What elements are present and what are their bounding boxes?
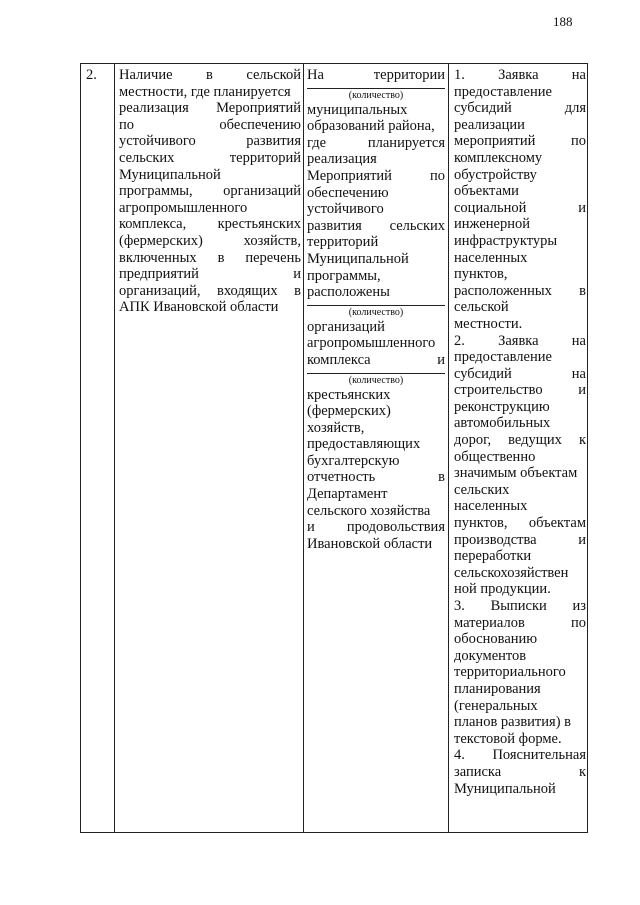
word: сельскохозяйствен <box>454 564 569 581</box>
document-text-line <box>454 432 586 449</box>
word: входящих <box>217 282 278 299</box>
document-text-line <box>454 283 586 300</box>
spec-text-line <box>307 67 445 84</box>
word: материалов <box>454 614 525 631</box>
word: производства <box>454 531 537 548</box>
word: предприятий <box>119 266 199 283</box>
word: реализации <box>454 116 525 133</box>
document-text-line <box>454 581 586 598</box>
word: сельской <box>246 67 301 83</box>
blank-caption: (количество) <box>348 306 404 318</box>
word: и <box>293 266 301 283</box>
word: обустройству <box>454 166 537 183</box>
word: 4. <box>454 747 465 764</box>
criterion-text-line <box>119 117 301 134</box>
word: обеспечению <box>219 116 301 133</box>
word: крестьянских <box>217 216 301 233</box>
document-text-line <box>454 532 586 549</box>
word: мероприятий <box>454 133 536 150</box>
document-text-line <box>454 150 586 167</box>
document-text-line <box>454 200 586 217</box>
word: предоставляющих <box>307 436 421 453</box>
word: в <box>206 67 213 83</box>
document-text-line <box>454 117 586 134</box>
word: к <box>578 763 586 780</box>
spec-text-line <box>307 387 445 404</box>
word: местности, где планируется <box>119 83 291 100</box>
word: пунктов, <box>454 266 508 283</box>
document-text-line <box>454 482 586 499</box>
word: социальной <box>454 199 527 216</box>
word: территорий <box>229 149 301 166</box>
document-text-line <box>454 349 586 366</box>
spec-part-organizations <box>307 319 445 369</box>
word: по <box>429 167 445 184</box>
word: Ивановской области <box>307 535 433 552</box>
word: обоснованию <box>454 631 538 648</box>
word: крестьянских <box>307 386 391 403</box>
word: На <box>307 67 324 83</box>
criterion-text-line <box>119 250 301 267</box>
word: территорий <box>307 234 379 251</box>
word: в <box>579 282 586 299</box>
criterion-text-line <box>119 84 301 101</box>
document-text-line <box>454 67 586 84</box>
word: (генеральных <box>454 697 538 714</box>
word: 3. <box>454 598 465 614</box>
page-number: 188 <box>553 14 573 29</box>
word: территории <box>373 67 445 83</box>
document-text-line <box>454 250 586 267</box>
word: развития <box>246 133 301 150</box>
spec-text-line <box>307 469 445 486</box>
document-text-line <box>454 498 586 515</box>
word: в <box>438 469 445 486</box>
word: Муниципальной <box>454 780 556 797</box>
document-text-line <box>454 183 586 200</box>
document-text-line <box>454 565 586 582</box>
word: муниципальных <box>307 101 408 118</box>
word: дорог, <box>454 432 492 449</box>
word: в <box>217 249 225 266</box>
spec-text-line <box>307 284 445 301</box>
required-documents-cell <box>454 67 586 797</box>
criterion-text-line <box>119 283 301 300</box>
spec-text-line <box>307 185 445 202</box>
word: записка <box>454 763 502 780</box>
document-text-line <box>454 133 586 150</box>
document-text-line <box>454 216 586 233</box>
document-text-line <box>454 515 586 532</box>
word: комплекса, <box>119 216 187 233</box>
word: для <box>564 100 586 117</box>
document-text-line <box>454 648 586 665</box>
word: (фермерских) <box>307 403 391 420</box>
column-divider <box>303 64 304 832</box>
criterion-text-line <box>119 266 301 283</box>
document-text-line <box>454 100 586 117</box>
word: комплекса <box>307 351 371 368</box>
word: по <box>570 614 586 631</box>
word: 2. <box>454 332 465 349</box>
criterion-text-line <box>119 67 301 84</box>
word: Департамент <box>307 486 388 503</box>
word: субсидий <box>454 365 512 382</box>
word: Муниципальной <box>307 250 409 267</box>
word: текстовой форме. <box>454 730 562 747</box>
document-text-line <box>454 764 586 781</box>
word: устойчивого <box>119 133 196 150</box>
document-spec-cell <box>307 67 445 552</box>
word: программы, <box>119 183 193 200</box>
word: 1. <box>454 67 465 83</box>
word: реализация <box>119 100 189 117</box>
spec-text-line <box>307 268 445 285</box>
requirements-table <box>80 63 588 833</box>
word: Заявка <box>498 67 539 83</box>
word: на <box>571 365 586 382</box>
word: организаций <box>307 318 385 335</box>
word: Мероприятий <box>216 100 301 117</box>
word: хозяйств, <box>307 419 365 436</box>
word: из <box>572 598 586 614</box>
spec-intro-line <box>307 67 445 84</box>
criterion-text-line <box>119 133 301 150</box>
word: отчетность <box>307 469 376 486</box>
word: инфраструктуры <box>454 232 558 249</box>
word: сельской <box>454 299 509 316</box>
spec-text-line <box>307 453 445 470</box>
word: автомобильных <box>454 415 551 432</box>
word: и <box>578 382 586 399</box>
word: (фермерских) <box>119 232 203 249</box>
document-text-line <box>454 266 586 283</box>
spec-text-line <box>307 234 445 251</box>
word: АПК Ивановской области <box>119 299 279 316</box>
word: организаций, <box>119 282 201 299</box>
spec-text-line <box>307 218 445 235</box>
word: продовольствия <box>346 519 445 536</box>
spec-text-line <box>307 201 445 218</box>
word: сельских <box>454 481 510 498</box>
spec-part-municipalities <box>307 102 445 301</box>
word: планирования <box>454 680 541 697</box>
word: населенных <box>454 249 528 266</box>
word: инженерной <box>454 216 530 233</box>
spec-text-line <box>307 503 445 520</box>
document-text-line <box>454 664 586 681</box>
word: сельского хозяйства <box>307 502 431 519</box>
document-text-line <box>454 548 586 565</box>
document-text-line <box>454 299 586 316</box>
word: программы, <box>307 267 381 284</box>
criterion-text-line <box>119 167 301 184</box>
word: обеспечению <box>307 184 389 201</box>
word: Наличие <box>119 67 173 83</box>
document-text-line <box>454 598 586 615</box>
word: сельских <box>389 217 445 234</box>
document-text-line <box>454 631 586 648</box>
word: где <box>307 134 327 151</box>
criterion-text-line <box>119 200 301 217</box>
fill-in-blank-line <box>307 373 445 374</box>
word: территориального <box>454 664 566 681</box>
fill-in-blank-line <box>307 305 445 306</box>
word: к <box>578 432 586 449</box>
word: субсидий <box>454 100 512 117</box>
spec-text-line <box>307 536 445 553</box>
word: Мероприятий <box>307 167 392 184</box>
document-text-line <box>454 731 586 748</box>
word: ведущих <box>508 432 562 449</box>
word: агропромышленного <box>307 335 436 352</box>
word: образований района, <box>307 118 435 135</box>
spec-text-line <box>307 168 445 185</box>
word: по <box>570 133 586 150</box>
word: перечень <box>245 249 301 266</box>
word: пунктов, <box>454 515 508 532</box>
criterion-cell <box>119 67 301 316</box>
column-divider <box>114 64 115 832</box>
word: местности. <box>454 315 523 332</box>
word: организаций <box>223 183 301 200</box>
word: предоставление <box>454 349 552 366</box>
criterion-text-line <box>119 216 301 233</box>
word: включенных <box>119 249 197 266</box>
document-text-line <box>454 84 586 101</box>
word: бухгалтерскую <box>307 452 400 469</box>
document-text-line <box>454 781 586 798</box>
word: и <box>437 351 445 368</box>
spec-text-line <box>307 319 445 336</box>
word: реконструкцию <box>454 398 550 415</box>
spec-text-line <box>307 135 445 152</box>
word: на <box>571 332 586 349</box>
document-text-line <box>454 681 586 698</box>
criterion-text-line <box>119 150 301 167</box>
document-text-line <box>454 333 586 350</box>
word: устойчивого <box>307 201 384 218</box>
document-text-line <box>454 747 586 764</box>
word: переработки <box>454 548 532 565</box>
spec-text-line <box>307 436 445 453</box>
spec-text-line <box>307 151 445 168</box>
document-text-line <box>454 167 586 184</box>
document-text-line <box>454 714 586 731</box>
document-text-line <box>454 233 586 250</box>
word: расположенных <box>454 282 552 299</box>
word: объектам <box>528 515 586 532</box>
word: в <box>294 282 301 299</box>
word: агропромышленного <box>119 199 248 216</box>
word: планов развития) в <box>454 714 571 731</box>
word: и <box>307 519 315 536</box>
word: развития <box>307 217 362 234</box>
word: расположены <box>307 284 390 301</box>
document-text-line <box>454 698 586 715</box>
document-text-line <box>454 449 586 466</box>
word: населенных <box>454 498 528 515</box>
word: на <box>571 67 586 83</box>
spec-text-line <box>307 352 445 369</box>
word: ной продукции. <box>454 581 551 598</box>
word: планируется <box>367 134 445 151</box>
spec-text-line <box>307 118 445 135</box>
spec-text-line <box>307 403 445 420</box>
word: объектами <box>454 183 519 200</box>
word: строительство <box>454 382 543 399</box>
spec-text-line <box>307 102 445 119</box>
word: значимым объектам <box>454 465 578 482</box>
word: и <box>578 531 586 548</box>
word: сельских <box>119 149 175 166</box>
document-text-line <box>454 382 586 399</box>
criterion-text-line <box>119 299 301 316</box>
row-number: 2. <box>86 67 97 83</box>
document-text-line <box>454 615 586 632</box>
document-text-line <box>454 399 586 416</box>
spec-text-line <box>307 420 445 437</box>
spec-part-farms <box>307 387 445 553</box>
word: документов <box>454 647 527 664</box>
fill-in-blank-line <box>307 88 445 89</box>
word: Муниципальной <box>119 166 221 183</box>
criterion-text-line <box>119 233 301 250</box>
spec-text-line <box>307 335 445 352</box>
column-divider <box>448 64 449 832</box>
word: по <box>119 116 135 133</box>
word: Выписки <box>490 598 547 614</box>
word: хозяйств, <box>243 232 301 249</box>
blank-caption: (количество) <box>348 374 404 386</box>
spec-text-line <box>307 486 445 503</box>
word: Пояснительная <box>492 747 586 764</box>
word: и <box>578 199 586 216</box>
document-text-line <box>454 316 586 333</box>
document-text-line <box>454 415 586 432</box>
word: предоставление <box>454 83 552 100</box>
blank-caption: (количество) <box>348 89 404 101</box>
criterion-text-line <box>119 100 301 117</box>
spec-text-line <box>307 519 445 536</box>
document-text-line <box>454 366 586 383</box>
spec-text-line <box>307 251 445 268</box>
word: реализация <box>307 151 377 168</box>
word: комплексному <box>454 149 543 166</box>
document-text-line <box>454 465 586 482</box>
word: общественно <box>454 448 536 465</box>
word: Заявка <box>498 332 539 349</box>
criterion-text-line <box>119 183 301 200</box>
